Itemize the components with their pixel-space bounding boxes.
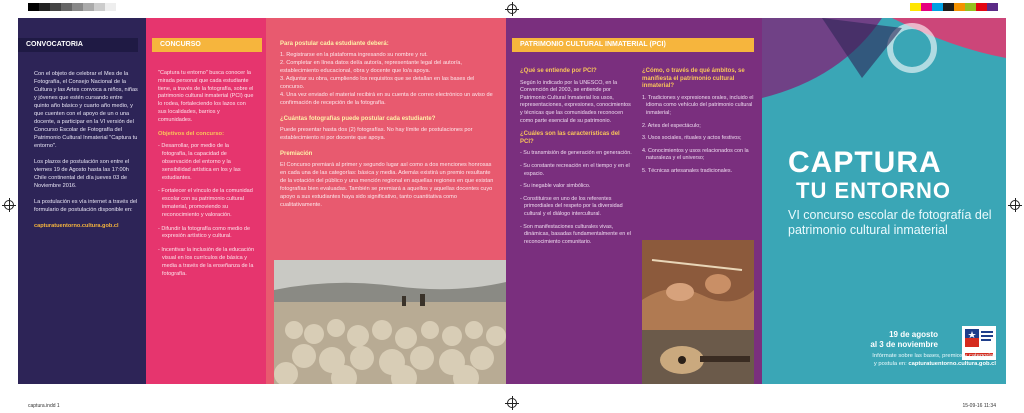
question-features: ¿Cuáles son las características del PCI? — [520, 131, 620, 145]
feature-item: - Son manifestaciones culturales vivas, dinámicas, basadas fundamentalmente en el reconocimiento comunitario. — [520, 223, 631, 245]
panel-patrimonio — [506, 18, 762, 384]
convocatoria-paragraph: Con el objeto de celebrar el Mes de la Fotografía, el Consejo Nacional de la Cultura y las Artes convoca a niños, niñas y jóvenes que estén cursando entre quinto año básico y cuarto año medio, y que cuenten con el apoyo de un o una docente, a participar en la VI versión del Concurso Escolar de Fotografía del Patrimonio Cultural Inmaterial "Captura tu entorno". — [34, 71, 138, 149]
prize-text: El Concurso premiará al primer y segundo lugar así como a dos menciones honrosas en cada una de las categorías: básica y media. Además existirá un premio resultante de la votación del público y una mención regional en aquellas regiones en que existan fotografías bien evaluadas. También se premiará a aquellos y aquellas docentes cuyo apoyo a sus estudiantes haya sido significativo, tanto cuantitativa como cualitativamente. — [280, 162, 494, 208]
decorative-shapes — [762, 18, 1006, 138]
question-what-is-pci: ¿Qué se entiende por PCI? — [520, 68, 597, 74]
hands-weaving-photo — [642, 240, 754, 330]
concurso-header: CONCURSO — [152, 38, 262, 52]
feature-item: - Constituirse en uno de los referentes primordiales del respeto por la diversidad cultural y el diálogo intercultural. — [520, 195, 623, 217]
footer-timestamp: 15-09-16 11:34 — [962, 403, 996, 409]
count-text: Puede presentar hasta dos (2) fotografías. No hay límite de postulaciones por establecimiento ni por docente que apoya. — [280, 127, 473, 141]
info-line: Infórmate sobre las bases, premios y categorías — [872, 353, 996, 359]
step-item: 3. Adjuntar su obra, cumpliendo los requisitos que se detallan en las bases del concurso. — [280, 76, 475, 90]
registration-mark-left — [4, 200, 14, 210]
panel-convocatoria — [18, 18, 146, 384]
panel-cover — [762, 18, 1006, 384]
objectives-title: Objetivos del concurso: — [158, 130, 225, 137]
registration-mark-bottom — [507, 398, 517, 408]
date-end: al 3 de noviembre — [870, 340, 938, 349]
panel-concurso — [146, 18, 266, 384]
deadline-paragraph: Los plazos de postulación son entre el viernes 19 de Agosto hasta las 17:00h Chile continental del día jueves 03 de Noviembre 2016. — [34, 159, 130, 189]
date-start: 19 de agosto — [889, 330, 938, 339]
concurso-intro: "Captura tu entorno" busca conocer la mirada personal que cada estudiante tiene, a través de la fotografía, sobre el patrimonio cultural inmaterial (PCI) que lo rodea, fortaleciendo los lazos con sus localidades, barrios y comunidades. — [158, 70, 254, 123]
area-item: 5. Técnicas artesanales tradicionales. — [642, 167, 733, 174]
objective-item: - Desarrollar, por medio de la fotografía, la capacidad de observación del entorno y la sensibilidad artística en los y las estudiantes. — [158, 143, 241, 181]
color-bar-right — [910, 3, 998, 11]
objective-item: - Fortalecer el vínculo de la comunidad escolar con su patrimonio cultural inmaterial, promoviendo su reconocimiento y valoración. — [158, 188, 253, 218]
panel-postulacion — [266, 18, 506, 384]
cover-title-line1: CAPTURA — [788, 146, 942, 179]
question-areas: ¿Cómo, o través de qué ámbitos, se manifiesta el patrimonio cultural inmaterial? — [642, 68, 745, 90]
website-link[interactable]: capturatuentorno.cultura.gob.cl — [34, 223, 119, 229]
sheep-flock-photo — [274, 260, 506, 384]
area-item: 2. Artes del espectáculo; — [642, 122, 701, 129]
cover-title-line2: TU ENTORNO — [796, 178, 952, 203]
postulation-paragraph: La postulación es vía internet a través del formulario de postulación disponible en: — [34, 199, 138, 213]
objective-item: - Incentivar la inclusión de la educación visual en los currículos de básica y media a través de la enseñanza de la fotografía. — [158, 247, 255, 277]
registration-mark-top — [507, 4, 517, 14]
feature-item: - Su transmisión de generación en generación. — [520, 150, 632, 157]
objective-item: - Difundir la fotografía como medio de expresión artístico y cultural. — [158, 225, 251, 240]
step-item: 4. Una vez enviado el material recibirá en su cuenta de correo electrónico un aviso de confirmación de recepción de la fotografía. — [280, 92, 493, 106]
steps-title: Para postular cada estudiante deberá: — [280, 41, 389, 47]
count-title: ¿Cuántas fotografías puede postular cada estudiante? — [280, 116, 436, 122]
step-item: 1. Registrarse en la plataforma ingresando su nombre y rut. — [280, 52, 428, 58]
cover-website-link[interactable]: capturatuentorno.cultura.gob.cl — [908, 361, 996, 367]
feature-item: - Su constante recreación en el tiempo y en el espacio. — [520, 162, 630, 177]
prize-title: Premiación — [280, 151, 313, 157]
area-item: 4. Conocimientos y usos relacionados con la naturaleza y el universo; — [642, 147, 749, 162]
charango-photo — [642, 330, 754, 384]
answer-what-is-pci: Según lo indicado por la UNESCO, en la Convención del 2003, se entiende por Patrimonio Cultural Inmaterial los usos, representaciones, expresiones, conocimientos y técnicas que las comunidades reconocen como parte esencial de su patrimonio. — [520, 79, 631, 124]
contest-dates — [870, 330, 938, 350]
cover-info — [766, 352, 996, 368]
cover-subtitle: VI concurso escolar de fotografía del patrimonio cultural inmaterial — [788, 208, 992, 237]
registration-mark-right — [1010, 200, 1020, 210]
color-bar-left — [28, 3, 116, 11]
area-item: 3. Usos sociales, rituales y actos festivos; — [642, 135, 742, 142]
feature-item: - Su inegable valor simbólico. — [520, 183, 591, 190]
footer-file-label: captura.indd 1 — [28, 403, 60, 409]
info-prefix: y postula en: — [873, 361, 907, 367]
convocatoria-header: CONVOCATORIA — [18, 38, 138, 52]
step-item: 2. Completar en línea datos del/a autor/a, representante legal del autor/a, establecimiento educacional, obra y docente que lo/a apoya. — [280, 60, 462, 74]
patrimonio-header: PATRIMONIO CULTURAL INMATERIAL (PCI) — [512, 38, 754, 52]
area-item: 1. Tradiciones y expresiones orales, incluido el idioma como vehículo del patrimonio cultural inmaterial; — [642, 94, 754, 116]
